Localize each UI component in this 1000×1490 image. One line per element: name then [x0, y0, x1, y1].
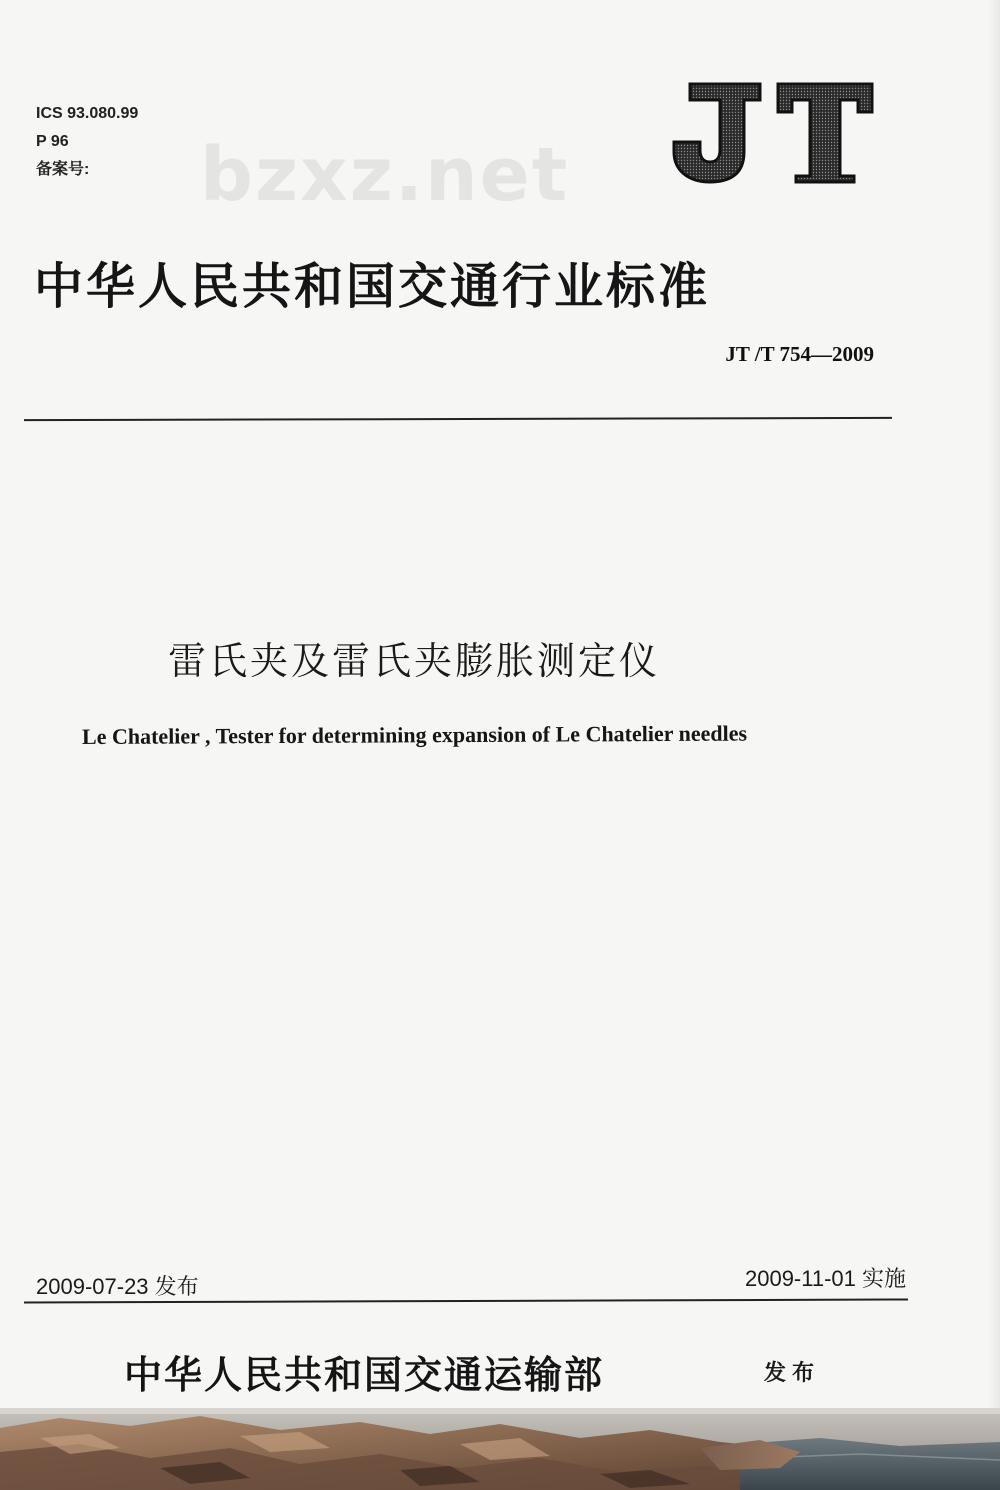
- implementation-date: 2009-11-01 实施: [744, 1266, 906, 1291]
- publish-label: 发布: [764, 1361, 821, 1386]
- issue-date: 2009-07-23 发布: [36, 1274, 199, 1299]
- page-edge-shadow: [988, 0, 1000, 1408]
- standard-number: JT /T 754—2009: [725, 342, 874, 366]
- jt-standard-logo-icon: [668, 78, 878, 186]
- classification-codes: [36, 100, 138, 184]
- document-title-english: Le Chatelier , Tester for determining expansion of Le Chatelier needles: [81, 720, 748, 750]
- watermark-text: bzxz.net: [200, 132, 570, 218]
- publisher-name: 中华人民共和国交通运输部: [124, 1353, 605, 1397]
- filing-number-label: 备案号:: [36, 161, 90, 178]
- coastal-rock-photo: [0, 1408, 1000, 1490]
- category-code: P 96: [36, 133, 69, 150]
- document-title-chinese: 雷氏夹及雷氏夹膨胀测定仪: [168, 639, 661, 683]
- industry-standard-title: 中华人民共和国交通行业标准: [34, 258, 711, 315]
- header-divider: [24, 417, 892, 421]
- ics-code: ICS 93.080.99: [36, 105, 139, 122]
